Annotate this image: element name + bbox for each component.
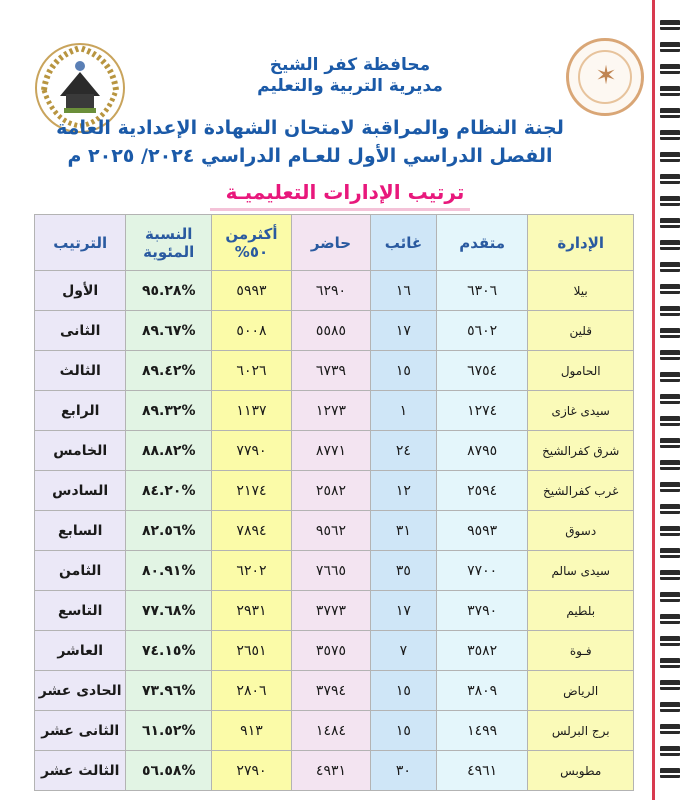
binding-ring (660, 658, 680, 668)
cell-rank: الرابع (35, 391, 126, 431)
cell-over-50: ٧٧٩٠ (212, 431, 292, 471)
header-over-50-line2: ٥٠% (234, 242, 269, 261)
cell-over-50: ٦٢٠٢ (212, 551, 292, 591)
binding-ring (660, 636, 680, 646)
table-row (35, 591, 634, 631)
cell-present: ١٢٧٣ (291, 391, 370, 431)
table-row (35, 271, 634, 311)
table-row (35, 711, 634, 751)
cell-rank: العاشر (35, 631, 126, 671)
committee-title (40, 114, 580, 170)
table-row (35, 311, 634, 351)
header-over-50 (212, 215, 292, 271)
cell-directorate: دسوق (528, 511, 634, 551)
cell-advanced: ٤٩٦١ (436, 751, 528, 791)
header-percent-line1: النسبة (145, 224, 193, 243)
cell-rank: الخامس (35, 431, 126, 471)
binding-ring (660, 130, 680, 140)
ministry-logo (566, 38, 644, 116)
binding-ring (660, 482, 680, 492)
binding-ring (660, 526, 680, 536)
cell-rank: الثانى عشر (35, 711, 126, 751)
binding-ring (660, 152, 680, 162)
table-row (35, 551, 634, 591)
cell-advanced: ١٤٩٩ (436, 711, 528, 751)
binding-ring (660, 394, 680, 404)
cell-present: ٨٧٧١ (291, 431, 370, 471)
cell-present: ٩٥٦٢ (291, 511, 370, 551)
table-row (35, 431, 634, 471)
eagle-icon: ✶ (595, 61, 617, 91)
cell-absent: ١٧ (371, 591, 437, 631)
directorate-title: مديرية التربية والتعليم (257, 76, 443, 96)
binding-ring (660, 42, 680, 52)
cell-over-50: ٦٠٢٦ (212, 351, 292, 391)
cell-absent: ١ (371, 391, 437, 431)
cell-over-50: ٢١٧٤ (212, 471, 292, 511)
cell-percent: %٥٦.٥٨ (126, 751, 212, 791)
binding-ring (660, 592, 680, 602)
binding-ring (660, 548, 680, 558)
binding-ring (660, 262, 680, 272)
cell-directorate: شرق كفرالشيخ (528, 431, 634, 471)
cell-present: ١٤٨٤ (291, 711, 370, 751)
binding-ring (660, 350, 680, 360)
binding-ring (660, 570, 680, 580)
binding-ring (660, 746, 680, 756)
binding-ring (660, 174, 680, 184)
cell-percent: %٨٢.٥٦ (126, 511, 212, 551)
cell-percent: %٩٥.٢٨ (126, 271, 212, 311)
cell-advanced: ٧٧٠٠ (436, 551, 528, 591)
binding-ring (660, 284, 680, 294)
cell-percent: %٦١.٥٢ (126, 711, 212, 751)
cell-present: ٦٢٩٠ (291, 271, 370, 311)
cell-advanced: ٢٥٩٤ (436, 471, 528, 511)
cell-absent: ١٦ (371, 271, 437, 311)
cell-absent: ٢٤ (371, 431, 437, 471)
page-header (140, 55, 560, 97)
cell-over-50: ٩١٣ (212, 711, 292, 751)
header-percent-line2: المئوية (143, 242, 195, 261)
cell-absent: ٣١ (371, 511, 437, 551)
cell-absent: ٣٥ (371, 551, 437, 591)
cell-advanced: ٣٨٠٩ (436, 671, 528, 711)
binding-ring (660, 768, 680, 778)
header-rank: الترتيب (35, 215, 126, 271)
header-over-50-line1: أكثرمن (225, 224, 278, 243)
cell-percent: %٨٩.٦٧ (126, 311, 212, 351)
cell-absent: ١٧ (371, 311, 437, 351)
cell-percent: %٧٤.١٥ (126, 631, 212, 671)
binding-ring (660, 108, 680, 118)
cell-absent: ١٢ (371, 471, 437, 511)
cell-rank: الثالث عشر (35, 751, 126, 791)
binding-ring (660, 438, 680, 448)
cell-rank: الأول (35, 271, 126, 311)
cell-percent: %٨٠.٩١ (126, 551, 212, 591)
cell-advanced: ١٢٧٤ (436, 391, 528, 431)
cell-rank: السابع (35, 511, 126, 551)
binding-ring (660, 328, 680, 338)
header-present: حاضر (291, 215, 370, 271)
cell-present: ٥٥٨٥ (291, 311, 370, 351)
cell-advanced: ٦٣٠٦ (436, 271, 528, 311)
cell-over-50: ٥٠٠٨ (212, 311, 292, 351)
binding-ring (660, 680, 680, 690)
cell-present: ٣٧٩٤ (291, 671, 370, 711)
cell-present: ٣٧٧٣ (291, 591, 370, 631)
cell-absent: ١٥ (371, 711, 437, 751)
cell-over-50: ٢٩٣١ (212, 591, 292, 631)
cell-over-50: ٧٨٩٤ (212, 511, 292, 551)
cell-rank: السادس (35, 471, 126, 511)
cell-advanced: ٣٧٩٠ (436, 591, 528, 631)
binding-ring (660, 416, 680, 426)
ranking-table (34, 214, 634, 791)
table-header-row (35, 215, 634, 271)
binding-ring (660, 196, 680, 206)
cell-present: ٢٥٨٢ (291, 471, 370, 511)
table-row (35, 391, 634, 431)
binding-ring (660, 86, 680, 96)
ranking-subtitle: ترتيب الإدارات التعليميـة (225, 180, 465, 204)
binding-ring (660, 504, 680, 514)
cell-directorate: فـوة (528, 631, 634, 671)
cell-directorate: بيلا (528, 271, 634, 311)
binding-ring (660, 240, 680, 250)
binding-ring (660, 724, 680, 734)
cell-percent: %٨٩.٤٢ (126, 351, 212, 391)
header-absent: غائب (371, 215, 437, 271)
binding-ring (660, 460, 680, 470)
cell-absent: ٧ (371, 631, 437, 671)
cell-present: ٤٩٣١ (291, 751, 370, 791)
binding-ring (660, 64, 680, 74)
table-row (35, 631, 634, 671)
cell-over-50: ٢٦٥١ (212, 631, 292, 671)
committee-line: لجنة النظام والمراقبة لامتحان الشهادة الإعدادية العامة (56, 117, 564, 139)
cell-over-50: ٥٩٩٣ (212, 271, 292, 311)
header-directorate: الإدارة (528, 215, 634, 271)
cell-directorate: بلطيم (528, 591, 634, 631)
cell-directorate: مطوبس (528, 751, 634, 791)
cell-rank: الثانى (35, 311, 126, 351)
binding-ring (660, 614, 680, 624)
page-margin-line (652, 0, 655, 800)
cell-directorate: قلين (528, 311, 634, 351)
binding-ring (660, 20, 680, 30)
cell-absent: ١٥ (371, 671, 437, 711)
cell-advanced: ٨٧٩٥ (436, 431, 528, 471)
cell-directorate: سيدى غازى (528, 391, 634, 431)
cell-percent: %٨٤.٢٠ (126, 471, 212, 511)
cell-directorate: سيدى سالم (528, 551, 634, 591)
table-body (35, 271, 634, 791)
governorate-title: محافظة كفر الشيخ (269, 55, 431, 75)
binding-ring (660, 306, 680, 316)
cell-rank: التاسع (35, 591, 126, 631)
cell-directorate: الحامول (528, 351, 634, 391)
header-advanced: متقدم (436, 215, 528, 271)
table-row (35, 511, 634, 551)
table-row (35, 351, 634, 391)
binding-ring (660, 702, 680, 712)
cell-advanced: ٦٧٥٤ (436, 351, 528, 391)
cell-rank: الثامن (35, 551, 126, 591)
table-row (35, 671, 634, 711)
cell-directorate: غرب كفرالشيخ (528, 471, 634, 511)
cell-advanced: ٥٦٠٢ (436, 311, 528, 351)
term-line: الفصل الدراسي الأول للعـام الدراسي ٢٠٢٤/ ٢٠٢٥ م (67, 145, 553, 167)
cell-advanced: ٩٥٩٣ (436, 511, 528, 551)
cell-absent: ١٥ (371, 351, 437, 391)
cell-percent: %٧٧.٦٨ (126, 591, 212, 631)
cell-absent: ٣٠ (371, 751, 437, 791)
cell-present: ٧٦٦٥ (291, 551, 370, 591)
cell-rank: الثالث (35, 351, 126, 391)
cell-present: ٣٥٧٥ (291, 631, 370, 671)
header-percent (126, 215, 212, 271)
cell-rank: الحادى عشر (35, 671, 126, 711)
cell-over-50: ٢٨٠٦ (212, 671, 292, 711)
binding-ring (660, 372, 680, 382)
cell-over-50: ١١٣٧ (212, 391, 292, 431)
table-row (35, 471, 634, 511)
cell-over-50: ٢٧٩٠ (212, 751, 292, 791)
subtitle-underline (210, 208, 470, 211)
cell-percent: %٨٨.٨٢ (126, 431, 212, 471)
cell-present: ٦٧٣٩ (291, 351, 370, 391)
spiral-binding (658, 20, 682, 800)
cell-directorate: الرياض (528, 671, 634, 711)
cell-percent: %٧٣.٩٦ (126, 671, 212, 711)
cell-directorate: برج البرلس (528, 711, 634, 751)
cell-percent: %٨٩.٣٢ (126, 391, 212, 431)
cell-advanced: ٣٥٨٢ (436, 631, 528, 671)
binding-ring (660, 218, 680, 228)
table-row (35, 751, 634, 791)
